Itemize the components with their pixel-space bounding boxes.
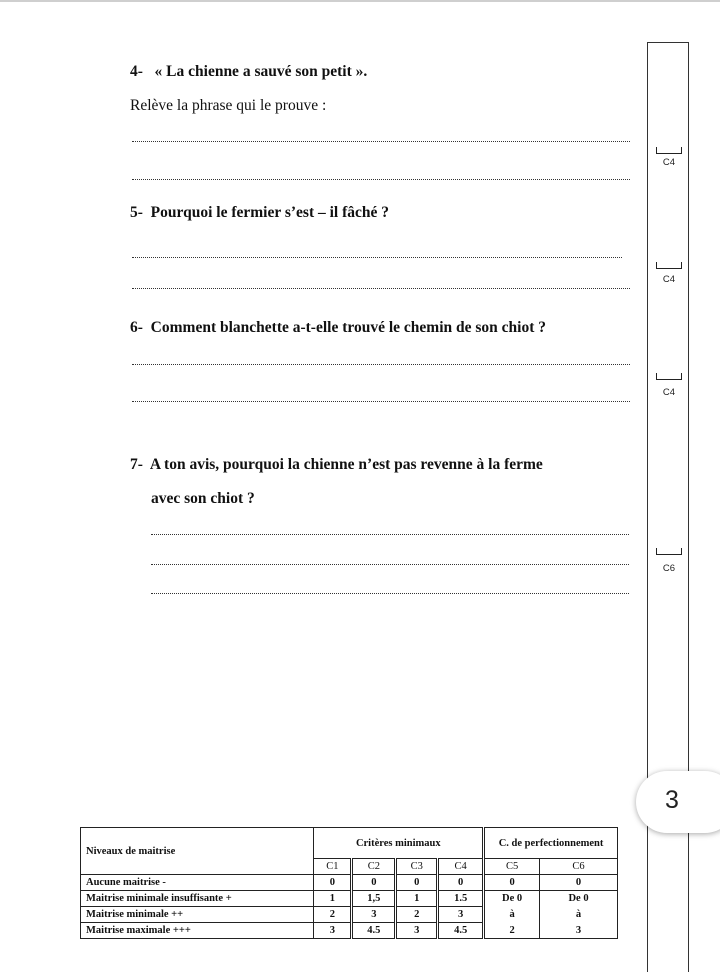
question-4-instruction: Relève la phrase qui le prouve : bbox=[130, 97, 327, 114]
top-rule bbox=[0, 0, 720, 2]
table-header-levels: Niveaux de maitrise bbox=[81, 828, 314, 875]
table-header-min-criteria: Critères minimaux bbox=[314, 828, 484, 859]
table-cell: 3 bbox=[540, 923, 618, 939]
table-row bbox=[81, 923, 618, 939]
table-cell: 1 bbox=[314, 891, 352, 907]
criterion-code-q5: C4 bbox=[662, 274, 676, 285]
question-6 bbox=[130, 319, 546, 337]
score-box-q5[interactable] bbox=[656, 262, 682, 269]
table-cell: 2 bbox=[484, 923, 540, 939]
table-cell: à bbox=[540, 907, 618, 923]
answer-line-6b[interactable] bbox=[132, 401, 630, 402]
question-4-number: 4- bbox=[130, 63, 143, 80]
table-cell: 3 bbox=[396, 923, 438, 939]
answer-line-4a[interactable] bbox=[132, 141, 630, 142]
question-7-continuation: avec son chiot ? bbox=[151, 490, 255, 507]
table-col-c5: C5 bbox=[484, 859, 540, 875]
table-cell: 1,5 bbox=[352, 891, 396, 907]
table-row-label: Maitrise maximale +++ bbox=[81, 923, 314, 939]
answer-line-5a[interactable] bbox=[132, 257, 622, 258]
criterion-code-q7: C6 bbox=[662, 563, 676, 574]
score-box-q6[interactable] bbox=[656, 373, 682, 380]
answer-line-5b[interactable] bbox=[132, 288, 630, 289]
table-cell: 0 bbox=[314, 875, 352, 891]
answer-line-4b[interactable] bbox=[132, 179, 630, 180]
criterion-code-q6: C4 bbox=[662, 387, 676, 398]
question-7-number: 7- bbox=[130, 456, 143, 473]
question-5 bbox=[130, 204, 389, 222]
table-col-c4: C4 bbox=[438, 859, 484, 875]
score-box-q4[interactable] bbox=[656, 147, 682, 154]
table-cell: 1 bbox=[396, 891, 438, 907]
table-row bbox=[81, 907, 618, 923]
question-5-number: 5- bbox=[130, 204, 143, 221]
table-cell: 0 bbox=[352, 875, 396, 891]
table-cell: 3 bbox=[438, 907, 484, 923]
question-7-text: A ton avis, pourquoi la chienne n’est pas revenne à la ferme bbox=[149, 456, 543, 473]
table-row-label: Maitrise minimale ++ bbox=[81, 907, 314, 923]
table-cell: 4.5 bbox=[352, 923, 396, 939]
question-6-text: Comment blanchette a-t-elle trouvé le chemin de son chiot ? bbox=[150, 319, 546, 336]
criterion-code-q4: C4 bbox=[662, 157, 676, 168]
table-row bbox=[81, 875, 618, 891]
table-cell: 0 bbox=[396, 875, 438, 891]
table-col-c3: C3 bbox=[396, 859, 438, 875]
answer-line-7c[interactable] bbox=[151, 593, 629, 594]
question-4-text: « La chienne a sauvé son petit ». bbox=[154, 63, 368, 80]
table-col-c1: C1 bbox=[314, 859, 352, 875]
table-cell: 0 bbox=[484, 875, 540, 891]
question-6-number: 6- bbox=[130, 319, 143, 336]
table-cell: De 0 bbox=[484, 891, 540, 907]
table-row-label: Aucune maitrise - bbox=[81, 875, 314, 891]
table-row-label: Maitrise minimale insuffisante + bbox=[81, 891, 314, 907]
table-cell: 0 bbox=[438, 875, 484, 891]
question-5-text: Pourquoi le fermier s’est – il fâché ? bbox=[150, 204, 390, 221]
table-cell: De 0 bbox=[540, 891, 618, 907]
table-cell: 2 bbox=[396, 907, 438, 923]
question-4 bbox=[130, 63, 367, 81]
answer-line-7b[interactable] bbox=[151, 564, 629, 565]
table-cell: 1.5 bbox=[438, 891, 484, 907]
table-header-perf-criteria: C. de perfectionnement bbox=[484, 828, 618, 859]
table-col-c2: C2 bbox=[352, 859, 396, 875]
table-col-c6: C6 bbox=[540, 859, 618, 875]
table-cell: 4.5 bbox=[438, 923, 484, 939]
page-number: 3 bbox=[665, 786, 679, 814]
table-cell: 2 bbox=[314, 907, 352, 923]
table-cell: 0 bbox=[540, 875, 618, 891]
assessment-table bbox=[80, 827, 618, 939]
answer-line-7a[interactable] bbox=[151, 534, 629, 535]
table-row bbox=[81, 891, 618, 907]
answer-line-6a[interactable] bbox=[132, 364, 630, 365]
score-box-q7[interactable] bbox=[656, 548, 682, 555]
table-cell: 3 bbox=[352, 907, 396, 923]
question-7 bbox=[130, 456, 543, 474]
table-cell: à bbox=[484, 907, 540, 923]
table-cell: 3 bbox=[314, 923, 352, 939]
